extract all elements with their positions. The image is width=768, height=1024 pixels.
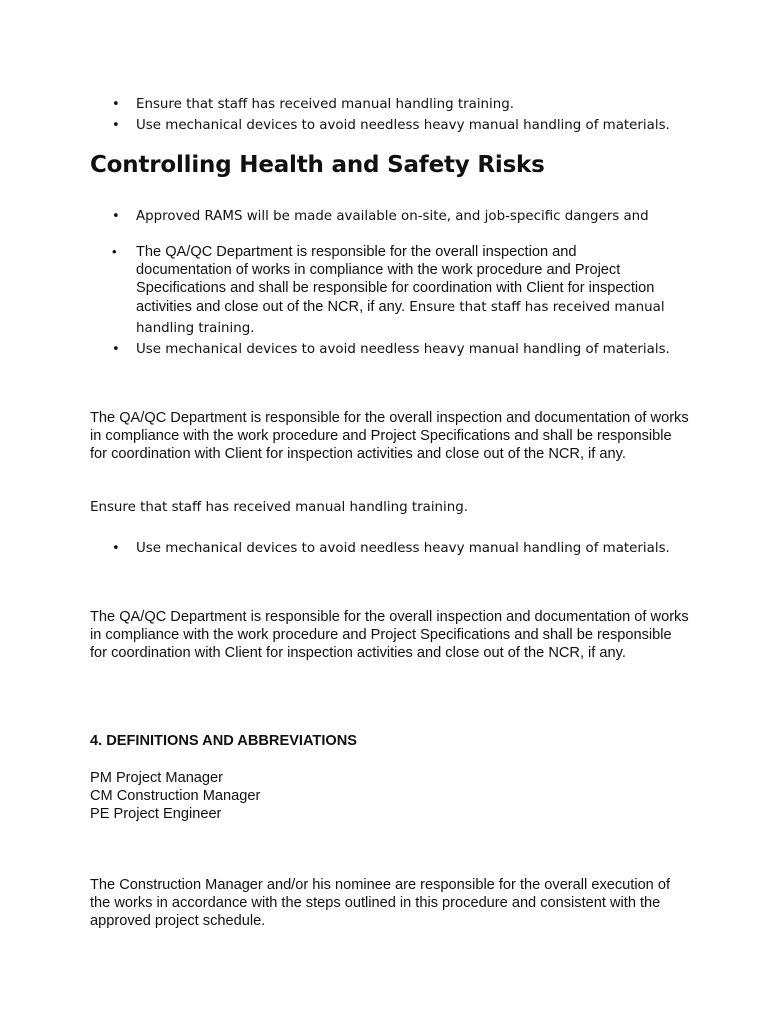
list-item: PE Project Engineer bbox=[90, 806, 222, 822]
mechanical-bullet-list bbox=[0, 339, 768, 360]
list-item: PM Project Manager bbox=[90, 770, 224, 786]
training-paragraph: Ensure that staff has received manual handling training. bbox=[90, 500, 468, 515]
section-heading: Controlling Health and Safety Risks bbox=[90, 152, 545, 178]
list-item-text: The QA/QC Department is responsible for the overall inspection and documentation of works in compliance with the work procedure and Project Specifications and shall be responsible for coordination with Client for inspection activities and close out of the NCR, if any. bbox=[136, 244, 655, 315]
list-item: CM Construction Manager bbox=[90, 788, 261, 804]
bullet-icon: • bbox=[112, 541, 120, 556]
list-item-text: Use mechanical devices to avoid needless heavy manual handling of materials. bbox=[136, 118, 670, 133]
bullet-icon: • bbox=[112, 342, 120, 357]
list-item bbox=[0, 339, 768, 360]
top-bullet-list bbox=[0, 94, 768, 136]
qaqc-paragraph-2: The QA/QC Department is responsible for the overall inspection and documentation of works in compliance with the work procedure and Project Specifications and shall be responsible for coordination with Client for inspection activities and close out of the NCR, if any. bbox=[90, 609, 689, 661]
list-item-text: Ensure that staff has received manual handling training. bbox=[136, 300, 665, 336]
list-item bbox=[0, 115, 768, 136]
risk-bullet-list bbox=[0, 206, 768, 227]
list-item bbox=[0, 243, 768, 339]
construction-paragraph: The Construction Manager and/or his nominee are responsible for the overall execution of the works in accordance with the steps outlined in this procedure and consistent with the approved project schedule. bbox=[90, 877, 671, 929]
abbreviation-list bbox=[90, 769, 260, 823]
bullet-icon: • bbox=[112, 209, 120, 224]
bullet-icon: • bbox=[112, 97, 120, 112]
qaqc-bullet-list bbox=[0, 243, 768, 339]
list-item bbox=[0, 538, 768, 559]
qaqc-paragraph: The QA/QC Department is responsible for the overall inspection and documentation of works in compliance with the work procedure and Project Specifications and shall be responsible for coordination with Client for inspection activities and close out of the NCR, if any. bbox=[90, 410, 689, 462]
list-item-text: Approved RAMS will be made available on-site, and job-specific dangers and bbox=[136, 209, 649, 224]
list-item-text: Ensure that staff has received manual handling training. bbox=[136, 97, 514, 112]
definitions-title: 4. DEFINITIONS AND ABBREVIATIONS bbox=[90, 733, 358, 749]
list-item bbox=[0, 206, 768, 227]
bullet-icon: • bbox=[112, 244, 117, 259]
list-item-text: Use mechanical devices to avoid needless heavy manual handling of materials. bbox=[136, 342, 670, 357]
list-item bbox=[0, 94, 768, 115]
bullet-icon: • bbox=[112, 118, 120, 133]
mechanical-bullet-list-2 bbox=[0, 538, 768, 559]
list-item-text: Use mechanical devices to avoid needless heavy manual handling of materials. bbox=[136, 541, 670, 556]
